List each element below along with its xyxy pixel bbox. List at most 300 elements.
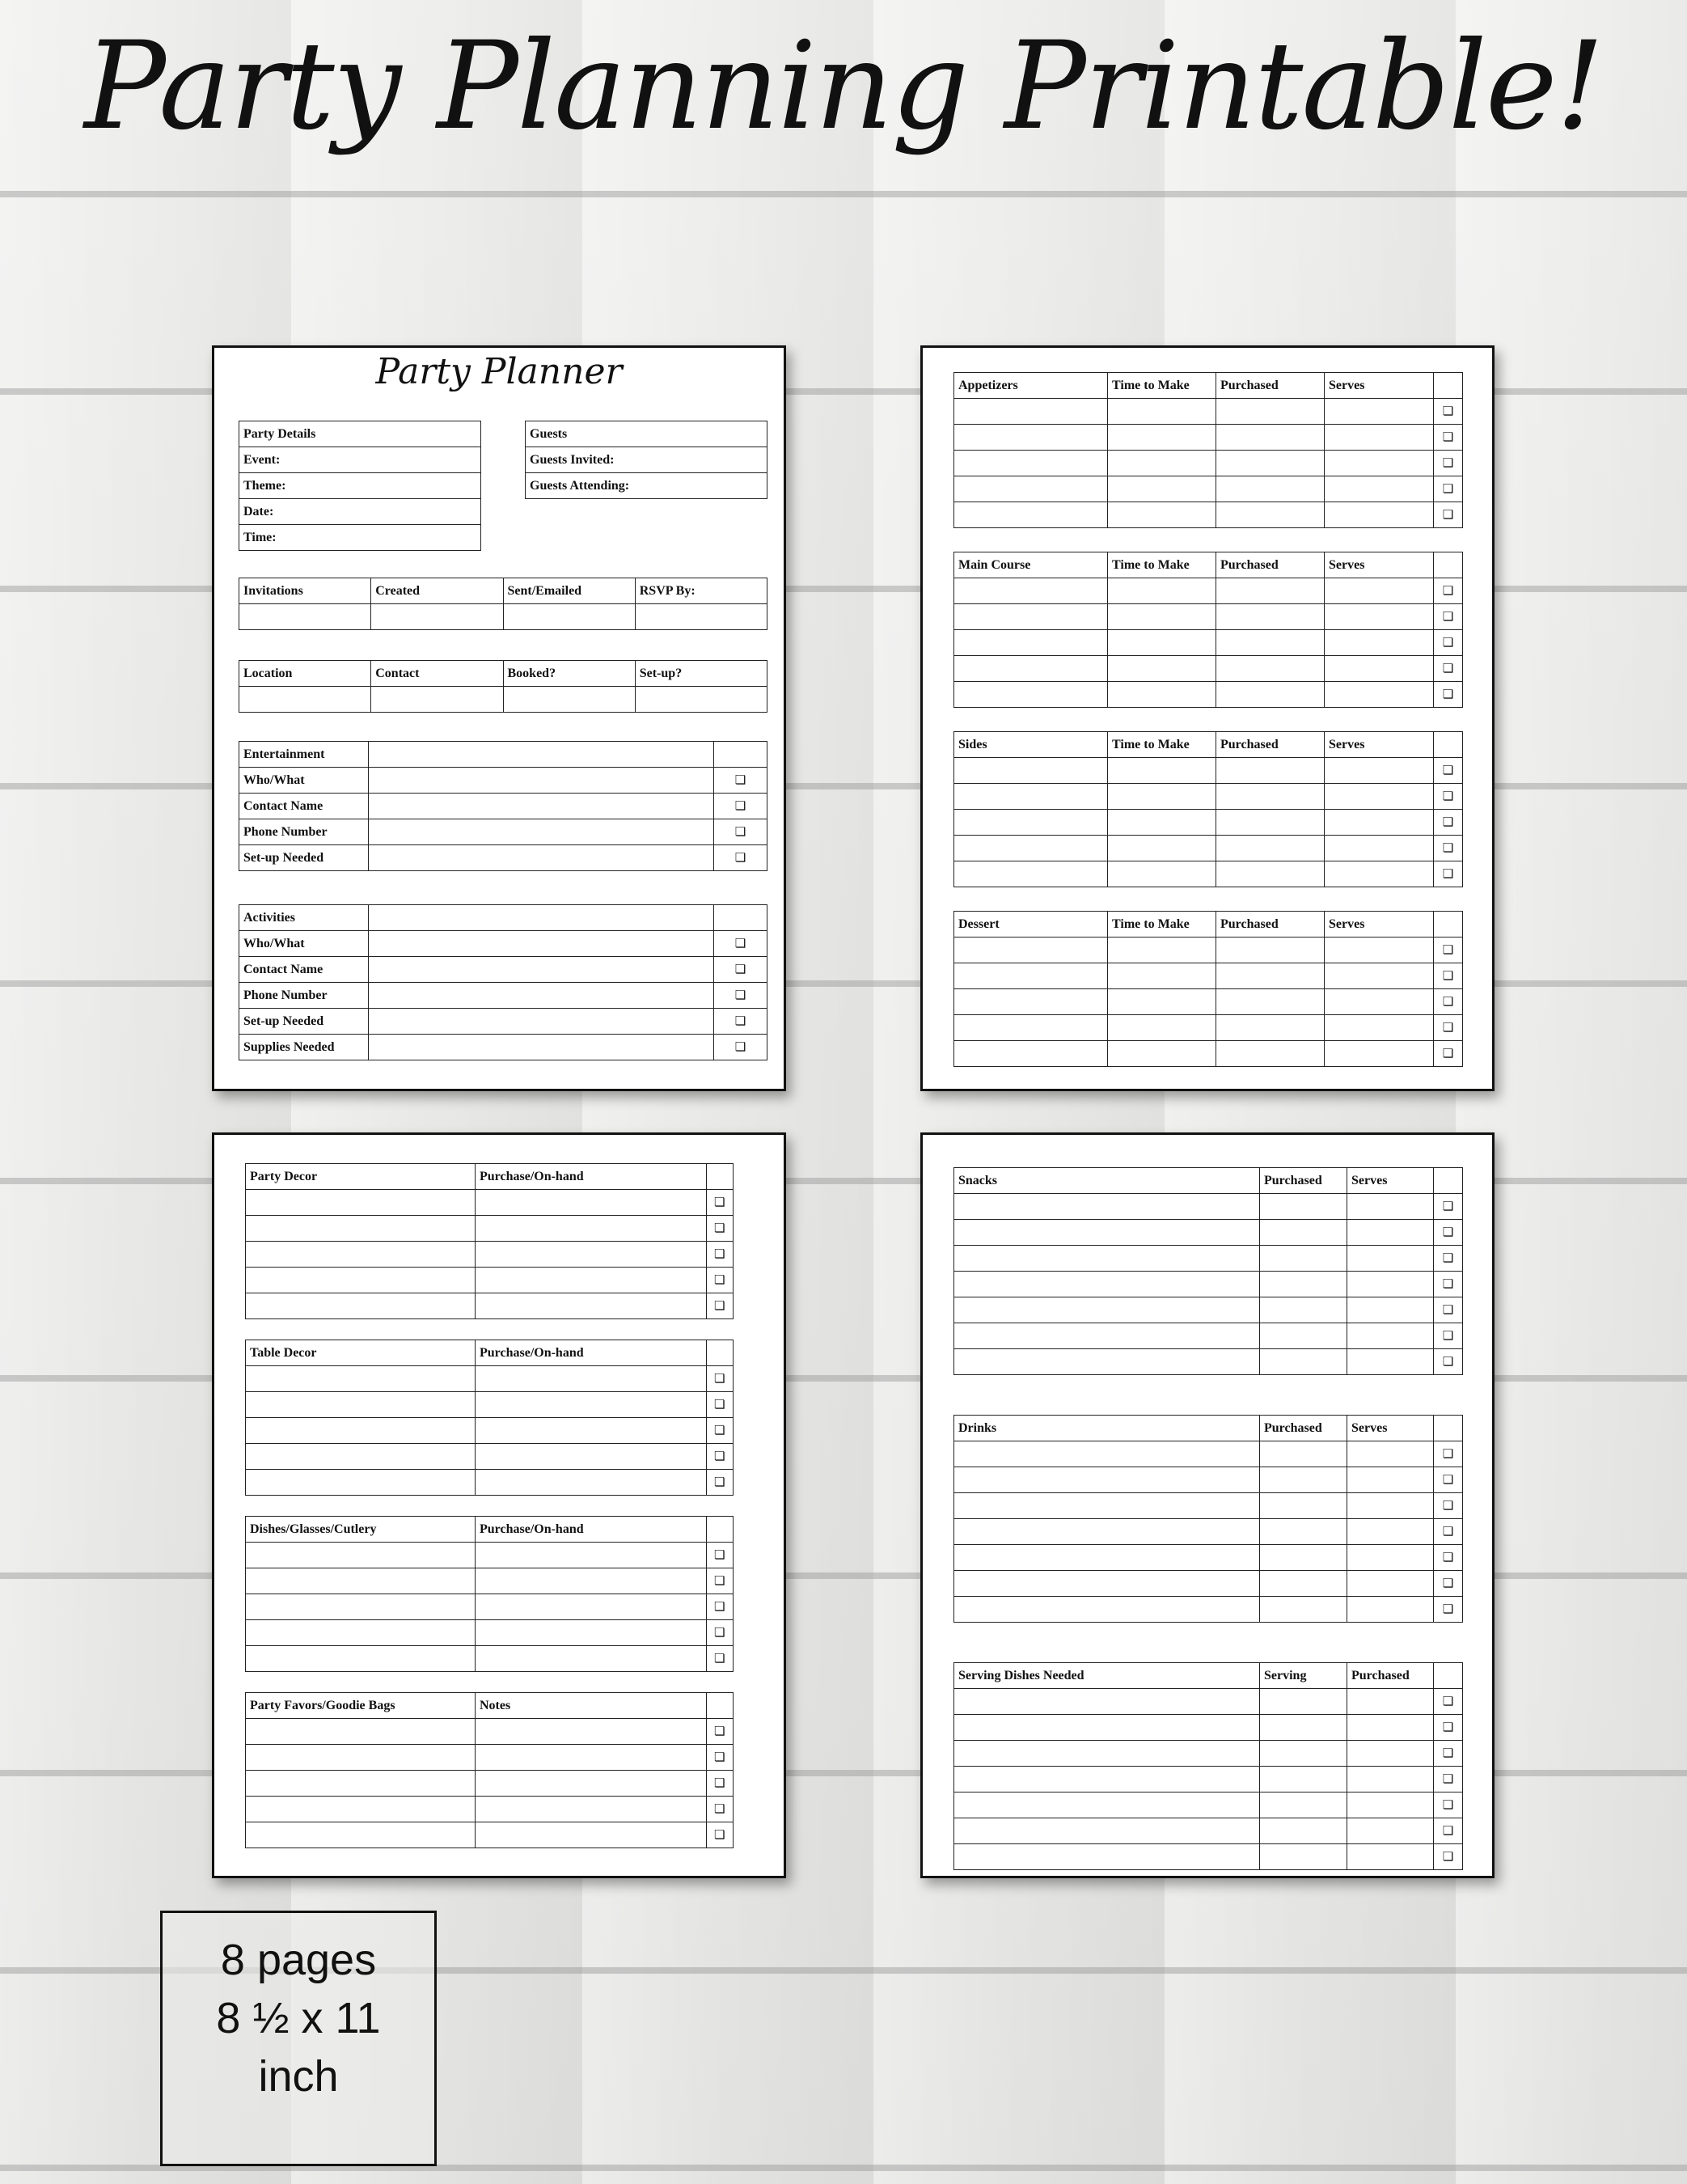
checkbox-icon[interactable]	[707, 1268, 734, 1293]
table-cell[interactable]	[1260, 1194, 1347, 1220]
table-cell[interactable]	[954, 963, 1108, 989]
table-cell[interactable]	[476, 1771, 707, 1797]
table-cell[interactable]	[1347, 1467, 1434, 1493]
table-cell[interactable]	[476, 1242, 707, 1268]
checkbox-icon[interactable]	[707, 1444, 734, 1470]
table-cell[interactable]	[1347, 1818, 1434, 1844]
table-cell[interactable]	[1260, 1220, 1347, 1246]
table-cell[interactable]	[476, 1797, 707, 1822]
table-cell[interactable]	[1325, 963, 1434, 989]
setup-header: Set-up?	[635, 661, 767, 687]
table-cell[interactable]	[1216, 578, 1325, 604]
checkbox-icon[interactable]	[1434, 1441, 1463, 1467]
table-cell[interactable]	[1108, 810, 1216, 836]
table-cell[interactable]	[246, 1418, 476, 1444]
table-cell[interactable]	[246, 1745, 476, 1771]
table-cell[interactable]	[1216, 656, 1325, 682]
checkbox-icon[interactable]	[707, 1418, 734, 1444]
table-cell[interactable]	[1216, 630, 1325, 656]
table-cell[interactable]	[1347, 1571, 1434, 1597]
location-header: Location	[239, 661, 371, 687]
checkbox-icon[interactable]	[707, 1293, 734, 1319]
table-cell[interactable]	[1260, 1349, 1347, 1375]
checkbox-icon[interactable]	[707, 1822, 734, 1848]
table-cell[interactable]	[1347, 1349, 1434, 1375]
table-cell[interactable]	[476, 1366, 707, 1392]
table-cell[interactable]	[1325, 784, 1434, 810]
table-cell[interactable]	[1108, 1015, 1216, 1041]
checkbox-icon[interactable]	[714, 957, 767, 983]
table-cell[interactable]	[954, 502, 1108, 528]
table-cell[interactable]	[954, 1297, 1260, 1323]
page-count: 8 pages	[220, 1936, 377, 1984]
checkbox-icon[interactable]	[714, 931, 767, 957]
table-cell[interactable]	[1108, 938, 1216, 963]
checkbox-icon[interactable]	[1434, 1493, 1463, 1519]
table-cell[interactable]	[954, 1272, 1260, 1297]
table-cell[interactable]	[1108, 963, 1216, 989]
table-cell[interactable]	[1347, 1272, 1434, 1297]
checkbox-icon[interactable]	[1434, 1767, 1463, 1792]
table-cell[interactable]	[1325, 656, 1434, 682]
checkbox-icon[interactable]	[707, 1543, 734, 1568]
table-cell[interactable]	[1325, 938, 1434, 963]
table-cell[interactable]	[954, 1441, 1260, 1467]
table-cell[interactable]	[954, 1194, 1260, 1220]
table-cell[interactable]	[1347, 1597, 1434, 1623]
checkbox-icon[interactable]	[1434, 451, 1463, 476]
table-cell[interactable]	[1325, 861, 1434, 887]
column-header: Time to Make	[1108, 732, 1216, 758]
checkbox-icon[interactable]	[714, 819, 767, 845]
table-cell[interactable]	[246, 1568, 476, 1594]
checkbox-icon[interactable]	[1434, 1571, 1463, 1597]
table-cell[interactable]	[1347, 1297, 1434, 1323]
checkbox-icon[interactable]	[1434, 604, 1463, 630]
table-cell[interactable]	[954, 451, 1108, 476]
table-cell[interactable]	[476, 1568, 707, 1594]
table-cell[interactable]	[1325, 758, 1434, 784]
checkbox-icon[interactable]	[707, 1366, 734, 1392]
table-cell[interactable]	[954, 1597, 1260, 1623]
table-cell[interactable]	[476, 1444, 707, 1470]
table-cell[interactable]	[1108, 758, 1216, 784]
table-cell[interactable]	[246, 1620, 476, 1646]
checkbox-icon[interactable]	[1434, 656, 1463, 682]
table-cell[interactable]	[1260, 1519, 1347, 1545]
table-cell[interactable]	[1260, 1493, 1347, 1519]
checkbox-icon[interactable]	[1434, 989, 1463, 1015]
checkbox-icon[interactable]	[707, 1392, 734, 1418]
table-cell[interactable]	[1108, 682, 1216, 708]
table-cell[interactable]	[503, 687, 635, 713]
table-cell[interactable]	[954, 1349, 1260, 1375]
table-cell[interactable]	[1347, 1792, 1434, 1818]
table-cell[interactable]	[476, 1719, 707, 1745]
checkbox-icon[interactable]	[1434, 963, 1463, 989]
guests-attending-label[interactable]: Guests Attending:	[526, 473, 767, 499]
table-cell[interactable]	[369, 905, 714, 931]
table-cell[interactable]	[954, 656, 1108, 682]
checkbox-icon[interactable]	[707, 1771, 734, 1797]
table-cell[interactable]	[1347, 1194, 1434, 1220]
table-cell[interactable]	[1260, 1297, 1347, 1323]
checkbox-icon[interactable]	[1434, 502, 1463, 528]
table-cell[interactable]	[1216, 836, 1325, 861]
table-cell[interactable]	[476, 1418, 707, 1444]
checkbox-icon[interactable]	[1434, 836, 1463, 861]
table-cell[interactable]	[1325, 989, 1434, 1015]
table-cell[interactable]	[369, 742, 714, 768]
table-cell[interactable]	[476, 1293, 707, 1319]
table-cell[interactable]	[246, 1392, 476, 1418]
table-cell[interactable]	[369, 1009, 714, 1035]
table-cell[interactable]	[1216, 604, 1325, 630]
table-cell	[714, 905, 767, 931]
activities-header: Activities	[239, 905, 369, 931]
table-cell[interactable]	[1325, 682, 1434, 708]
row-label: Who/What	[239, 768, 369, 794]
table-cell[interactable]	[1216, 963, 1325, 989]
table-cell[interactable]	[954, 476, 1108, 502]
sheet-decor	[212, 1132, 786, 1878]
table-cell[interactable]	[239, 604, 371, 630]
page-size: 8 ½ x 11	[216, 1994, 381, 2042]
checkbox-icon[interactable]	[1434, 1689, 1463, 1715]
checkbox-icon[interactable]	[1434, 810, 1463, 836]
column-header: Purchase/On-hand	[476, 1517, 707, 1543]
table-cell[interactable]	[1347, 1767, 1434, 1792]
table-cell[interactable]	[1325, 1041, 1434, 1067]
table-cell[interactable]	[1347, 1246, 1434, 1272]
table-cell[interactable]	[246, 1242, 476, 1268]
table-cell[interactable]	[1216, 682, 1325, 708]
table-cell[interactable]	[369, 931, 714, 957]
table-cell[interactable]	[1260, 1571, 1347, 1597]
table-cell[interactable]	[1216, 425, 1325, 451]
table-cell[interactable]	[1325, 604, 1434, 630]
table-cell	[1434, 1663, 1463, 1689]
table-cell[interactable]	[1216, 784, 1325, 810]
table-cell[interactable]	[1108, 1041, 1216, 1067]
table-cell[interactable]	[1260, 1767, 1347, 1792]
table-cell[interactable]	[1216, 810, 1325, 836]
checkbox-icon[interactable]	[1434, 476, 1463, 502]
table-cell[interactable]	[1108, 989, 1216, 1015]
activities-table	[239, 904, 767, 1060]
table-cell[interactable]	[1216, 476, 1325, 502]
table-cell[interactable]	[1108, 399, 1216, 425]
checkbox-icon[interactable]	[714, 794, 767, 819]
checkbox-icon[interactable]	[707, 1216, 734, 1242]
checkbox-icon[interactable]	[1434, 784, 1463, 810]
table-cell[interactable]	[476, 1268, 707, 1293]
checkbox-icon[interactable]	[707, 1470, 734, 1496]
checkbox-icon[interactable]	[707, 1745, 734, 1771]
table-cell[interactable]	[954, 425, 1108, 451]
table-cell[interactable]	[954, 989, 1108, 1015]
table-cell[interactable]	[246, 1293, 476, 1319]
row-label: Phone Number	[239, 819, 369, 845]
table-cell[interactable]	[371, 604, 503, 630]
table-cell[interactable]	[1260, 1597, 1347, 1623]
checkbox-icon[interactable]	[714, 1035, 767, 1060]
table-cell[interactable]	[246, 1797, 476, 1822]
table-cell[interactable]	[954, 810, 1108, 836]
table-cell[interactable]	[1325, 399, 1434, 425]
table-cell[interactable]	[954, 604, 1108, 630]
checkbox-icon[interactable]	[707, 1190, 734, 1216]
table-cell[interactable]	[246, 1190, 476, 1216]
table-cell[interactable]	[1325, 810, 1434, 836]
table-cell[interactable]	[954, 578, 1108, 604]
checkbox-icon[interactable]	[1434, 1246, 1463, 1272]
column-header: Serves	[1325, 912, 1434, 938]
table-cell[interactable]	[1108, 425, 1216, 451]
table-cell[interactable]	[371, 687, 503, 713]
table-cell[interactable]	[246, 1594, 476, 1620]
table-cell[interactable]	[954, 1741, 1260, 1767]
table-cell[interactable]	[954, 1015, 1108, 1041]
checkbox-icon[interactable]	[707, 1620, 734, 1646]
checkbox-icon[interactable]	[1434, 1467, 1463, 1493]
table-cell[interactable]	[1216, 861, 1325, 887]
table-cell[interactable]	[246, 1646, 476, 1672]
checkbox-icon[interactable]	[1434, 399, 1463, 425]
checkbox-icon[interactable]	[1434, 1792, 1463, 1818]
checkbox-icon[interactable]	[1434, 1715, 1463, 1741]
checkbox-icon[interactable]	[1434, 1220, 1463, 1246]
table-cell[interactable]	[1325, 1015, 1434, 1041]
table-cell[interactable]	[954, 861, 1108, 887]
checkbox-icon[interactable]	[707, 1594, 734, 1620]
event-label[interactable]: Event:	[239, 447, 481, 473]
table-cell[interactable]	[476, 1543, 707, 1568]
checkbox-icon[interactable]	[1434, 1015, 1463, 1041]
table-cell[interactable]	[239, 687, 371, 713]
checkbox-icon[interactable]	[707, 1719, 734, 1745]
table-cell[interactable]	[954, 630, 1108, 656]
table-cell[interactable]	[1325, 578, 1434, 604]
sheet-food	[920, 345, 1495, 1091]
theme-label[interactable]: Theme:	[239, 473, 481, 499]
table-cell[interactable]	[1108, 656, 1216, 682]
table-cell[interactable]	[369, 845, 714, 871]
table-cell[interactable]	[246, 1771, 476, 1797]
checkbox-icon[interactable]	[707, 1797, 734, 1822]
table-cell[interactable]	[954, 1519, 1260, 1545]
table-cell[interactable]	[954, 758, 1108, 784]
table-cell[interactable]	[954, 1545, 1260, 1571]
table-cell[interactable]	[369, 983, 714, 1009]
table-cell[interactable]	[476, 1392, 707, 1418]
table-cell[interactable]	[1216, 938, 1325, 963]
table-cell[interactable]	[1260, 1844, 1347, 1870]
table-cell[interactable]	[1347, 1545, 1434, 1571]
table-cell[interactable]	[1325, 476, 1434, 502]
table-cell[interactable]	[954, 1493, 1260, 1519]
table-cell[interactable]	[954, 1467, 1260, 1493]
table-cell[interactable]	[1347, 1323, 1434, 1349]
table-cell[interactable]	[503, 604, 635, 630]
table-cell[interactable]	[1108, 784, 1216, 810]
table-cell[interactable]	[1260, 1441, 1347, 1467]
checkbox-icon[interactable]	[1434, 682, 1463, 708]
table-cell[interactable]	[1325, 425, 1434, 451]
checkbox-icon[interactable]	[1434, 1844, 1463, 1870]
table-cell[interactable]	[246, 1444, 476, 1470]
table-cell[interactable]	[954, 682, 1108, 708]
table-cell[interactable]	[1108, 502, 1216, 528]
table-cell[interactable]	[1216, 758, 1325, 784]
table-cell[interactable]	[246, 1366, 476, 1392]
table-cell[interactable]	[1347, 1844, 1434, 1870]
table-cell	[1434, 732, 1463, 758]
table-cell[interactable]	[476, 1470, 707, 1496]
table-cell[interactable]	[1347, 1715, 1434, 1741]
checkbox-icon[interactable]	[1434, 1323, 1463, 1349]
table-cell[interactable]	[1216, 502, 1325, 528]
checkbox-icon[interactable]	[1434, 1349, 1463, 1375]
table-cell[interactable]	[1260, 1792, 1347, 1818]
location-table	[239, 660, 767, 713]
table-cell[interactable]	[246, 1268, 476, 1293]
checkbox-icon[interactable]	[707, 1646, 734, 1672]
table-cell[interactable]	[1260, 1246, 1347, 1272]
guests-invited-label[interactable]: Guests Invited:	[526, 447, 767, 473]
section-table	[245, 1340, 759, 1496]
table-cell[interactable]	[369, 957, 714, 983]
table-cell[interactable]	[954, 1323, 1260, 1349]
table-cell[interactable]	[1108, 604, 1216, 630]
table-cell[interactable]	[1216, 451, 1325, 476]
table-cell[interactable]	[954, 399, 1108, 425]
table-cell[interactable]	[635, 687, 767, 713]
table-cell	[1434, 552, 1463, 578]
time-label[interactable]: Time:	[239, 525, 481, 551]
checkbox-icon[interactable]	[1434, 938, 1463, 963]
table-cell[interactable]	[1216, 1041, 1325, 1067]
table-cell[interactable]	[476, 1216, 707, 1242]
table-cell[interactable]	[476, 1620, 707, 1646]
checkbox-icon[interactable]	[1434, 758, 1463, 784]
checkbox-icon[interactable]	[714, 983, 767, 1009]
table-cell[interactable]	[246, 1822, 476, 1848]
table-cell[interactable]	[954, 1571, 1260, 1597]
checkbox-icon[interactable]	[707, 1568, 734, 1594]
table-cell[interactable]	[954, 1220, 1260, 1246]
table-cell[interactable]	[1260, 1689, 1347, 1715]
table-cell[interactable]	[1347, 1689, 1434, 1715]
table-cell[interactable]	[246, 1216, 476, 1242]
table-cell[interactable]	[954, 938, 1108, 963]
table-cell[interactable]	[1347, 1493, 1434, 1519]
table-cell[interactable]	[1108, 630, 1216, 656]
table-cell[interactable]	[1347, 1220, 1434, 1246]
table-cell[interactable]	[1260, 1323, 1347, 1349]
table-cell[interactable]	[1260, 1818, 1347, 1844]
table-cell[interactable]	[369, 794, 714, 819]
checkbox-icon[interactable]	[707, 1242, 734, 1268]
table-cell[interactable]	[1216, 399, 1325, 425]
table-cell[interactable]	[369, 819, 714, 845]
table-cell[interactable]	[954, 1767, 1260, 1792]
checkbox-icon[interactable]	[1434, 425, 1463, 451]
table-cell[interactable]	[1108, 476, 1216, 502]
table-cell[interactable]	[954, 1246, 1260, 1272]
table-cell[interactable]	[954, 1792, 1260, 1818]
table-cell[interactable]	[1108, 578, 1216, 604]
table-cell[interactable]	[1108, 836, 1216, 861]
table-cell[interactable]	[369, 1035, 714, 1060]
table-cell[interactable]	[954, 784, 1108, 810]
table-cell[interactable]	[1347, 1519, 1434, 1545]
table-cell[interactable]	[1325, 630, 1434, 656]
table-cell[interactable]	[954, 836, 1108, 861]
table-cell[interactable]	[954, 1689, 1260, 1715]
checkbox-icon[interactable]	[1434, 1041, 1463, 1067]
checkbox-icon[interactable]	[1434, 861, 1463, 887]
section-table	[245, 1516, 759, 1672]
table-cell[interactable]	[476, 1190, 707, 1216]
table-cell[interactable]	[635, 604, 767, 630]
checkbox-icon[interactable]	[1434, 1741, 1463, 1767]
checkbox-icon[interactable]	[714, 768, 767, 794]
table-cell[interactable]	[1260, 1715, 1347, 1741]
table-cell	[1434, 1416, 1463, 1441]
table-cell[interactable]	[954, 1715, 1260, 1741]
guests-header: Guests	[526, 421, 767, 447]
table-cell[interactable]	[1108, 861, 1216, 887]
table-cell[interactable]	[1216, 989, 1325, 1015]
checkbox-icon[interactable]	[1434, 1545, 1463, 1571]
checkbox-icon[interactable]	[1434, 630, 1463, 656]
checkbox-icon[interactable]	[1434, 1194, 1463, 1220]
table-cell[interactable]	[476, 1646, 707, 1672]
table-cell[interactable]	[954, 1041, 1108, 1067]
table-cell[interactable]	[1325, 451, 1434, 476]
table-cell[interactable]	[1347, 1441, 1434, 1467]
table-cell[interactable]	[476, 1822, 707, 1848]
table-cell[interactable]	[476, 1745, 707, 1771]
checkbox-icon[interactable]	[1434, 1818, 1463, 1844]
table-cell[interactable]	[246, 1543, 476, 1568]
table-cell[interactable]	[476, 1594, 707, 1620]
table-cell[interactable]	[1108, 451, 1216, 476]
checkbox-icon[interactable]	[714, 845, 767, 871]
checkbox-icon[interactable]	[1434, 1272, 1463, 1297]
checkbox-icon[interactable]	[1434, 1597, 1463, 1623]
checkbox-icon[interactable]	[1434, 1297, 1463, 1323]
checkbox-icon[interactable]	[1434, 578, 1463, 604]
table-cell[interactable]	[1260, 1741, 1347, 1767]
checkbox-icon[interactable]	[714, 1009, 767, 1035]
table-cell[interactable]	[1347, 1741, 1434, 1767]
table-cell[interactable]	[369, 768, 714, 794]
date-label[interactable]: Date:	[239, 499, 481, 525]
table-cell[interactable]	[1325, 836, 1434, 861]
table-cell[interactable]	[1260, 1545, 1347, 1571]
table-cell[interactable]	[954, 1844, 1260, 1870]
table-cell[interactable]	[954, 1818, 1260, 1844]
table-cell[interactable]	[246, 1719, 476, 1745]
table-cell[interactable]	[1260, 1272, 1347, 1297]
table-cell[interactable]	[1216, 1015, 1325, 1041]
table-cell[interactable]	[1260, 1467, 1347, 1493]
table-cell[interactable]	[1325, 502, 1434, 528]
table-cell[interactable]	[246, 1470, 476, 1496]
checkbox-icon[interactable]	[1434, 1519, 1463, 1545]
